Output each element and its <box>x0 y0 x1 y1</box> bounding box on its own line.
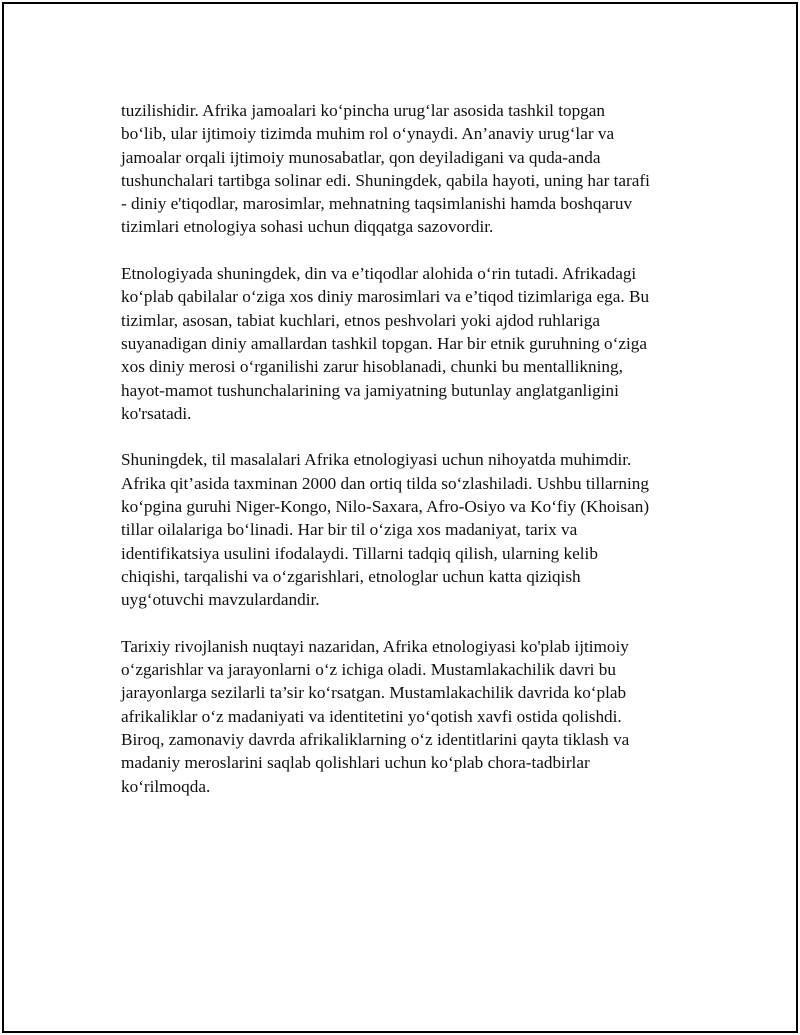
page-border <box>2 2 798 1033</box>
document-body <box>121 99 701 821</box>
paragraph-history: Tarixiy rivojlanish nuqtayi nazaridan, Afrika etnologiyasi ko'plab ijtimoiy o‘zgarishlar va jarayonlarni o‘z ichiga oladi. Mustamlakachilik davri bu jarayonlarga sezilarli ta’sir ko‘rsatgan. Mustamlakachilik davrida ko‘plab afrikaliklar o‘z madaniyati va identitetini yo‘qotish xavfi ostida qolishdi. Biroq, zamonaviy davrda afrikaliklarning o‘z identitlarini qayta tiklash va madaniy meroslarini saqlab qolishlari uchun ko‘plab chora-tadbirlar ko‘rilmoqda. <box>121 636 630 796</box>
paragraph-languages: Shuningdek, til masalalari Afrika etnologiyasi uchun nihoyatda muhimdir. Afrika qit’asida taxminan 2000 dan ortiq tilda so‘zlashiladi. Ushbu tillarning ko‘pgina guruhi Niger-Kongo, Nilo-Saxara, Afro-Osiyo va Ko‘fiy (Khoisan) tillar oilalariga bo‘linadi. Har bir til o‘ziga xos madaniyat, tarix va identifikatsiya usulini ifodalaydi. Tillarni tadqiq qilish, ularning kelib chiqishi, tarqalishi va o‘zgarishlari, etnologlar uchun katta qiziqish uyg‘otuvchi mavzulardandir. <box>121 450 650 610</box>
paragraph-social-structure: tuzilishidir. Afrika jamoalari ko‘pincha urug‘lar asosida tashkil topgan bo‘lib, ular ijtimoiy tizimda muhim rol o‘ynaydi. An’anaviy urug‘lar va jamoalar orqali ijtimoiy munosabatlar, qon deyiladigani va quda-anda tushunchalari tartibga solinar edi. Shuningdek, qabila hayoti, uning har tarafi - diniy e'tiqodlar, marosimlar, mehnatning taqsimlanishi hamda boshqaruv tizimlari etnologiya sohasi uchun diqqatga sazovordir. <box>121 101 650 237</box>
paragraph-religion: Etnologiyada shuningdek, din va e’tiqodlar alohida o‘rin tutadi. Afrikadagi ko‘plab qabilalar o‘ziga xos diniy marosimlari va e’tiqod tizimlariga ega. Bu tizimlar, asosan, tabiat kuchlari, etnos peshvolari yoki ajdod ruhlariga suyanadigan diniy amallardan tashkil topgan. Har bir etnik guruhning o‘ziga xos diniy merosi o‘rganilishi zarur hisoblanadi, chunki bu mentallikning, hayot-mamot tushunchalarining va jamiyatning butunlay anglatganligini ko'rsatadi. <box>121 264 650 423</box>
